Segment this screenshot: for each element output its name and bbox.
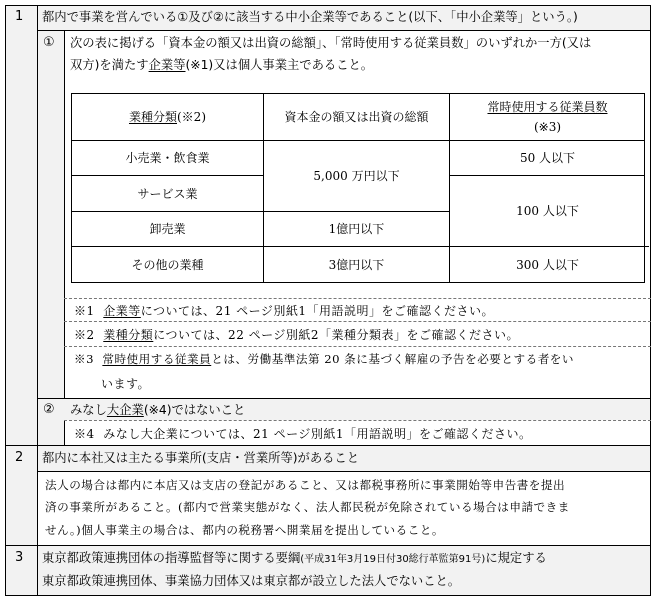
sub2-number: ② [43, 402, 55, 417]
row3-title [42, 550, 547, 568]
row3-line2: 東京都政策連携団体、事業協力団体又は東京都が設立した法人でないこと。 [42, 574, 461, 588]
sub1-number: ① [43, 35, 55, 50]
note-4-mark: ※4 [74, 427, 95, 441]
note-2-mark: ※2 [74, 328, 95, 342]
note-2-term: 業種分類 [103, 328, 154, 342]
header-employees-label: 常時使用する従業員数 [487, 100, 608, 114]
row3-title-post: に規定する [485, 551, 547, 565]
note-3 [74, 351, 574, 367]
row2-title: 都内に本社又は主たる事業所(支店・営業所等)があること [42, 451, 360, 465]
sub-number-divider-2 [64, 420, 65, 445]
sub1-line1: 次の表に掲げる「資本金の額又は出資の総額」、「常時使用する従業員数」のいずれか一方(又は [70, 36, 592, 50]
note-1-term: 企業等 [103, 304, 141, 318]
cell-employees-service-wholesale: 100 人以下 [516, 204, 579, 218]
cell-industry-service: サービス業 [137, 186, 198, 201]
sub2-post: (※4)ではないこと [143, 403, 246, 417]
header-industry-label: 業種分類 [128, 110, 177, 124]
row3-divider [5, 545, 651, 546]
header-industry [72, 94, 263, 140]
row2-line3: せん。)個人事業主の場合は、都内の税務署へ開業届を提出していること。 [45, 523, 445, 537]
note-3-term: 常時使用する従業員 [102, 352, 212, 366]
row2-divider [5, 445, 651, 446]
row1-title-divider [37, 30, 651, 31]
row2-line1: 法人の場合は都内に本店又は支店の登記があること、又は都税事務所に事業開始等申告書を提出 [45, 478, 566, 492]
row1-title: 都内で事業を営んでいる①及び②に該当する中小企業等であること(以下、「中小企業等」という。) [42, 10, 578, 24]
term-daikigyo: 大企業 [106, 403, 144, 417]
cell-industry-retail: 小売業・飲食業 [125, 151, 210, 165]
term-kigyoto: 企業等 [148, 58, 186, 72]
cell-industry-wholesale: 卸売業 [149, 222, 186, 236]
cell-industry-other: その他の業種 [131, 257, 204, 272]
row1-number: 1 [15, 9, 24, 24]
note-4-text: みなし大企業については、21 ページ別紙1「用語説明」をご確認ください。 [103, 427, 532, 441]
sub1-line2 [70, 57, 373, 73]
note-1 [74, 303, 494, 319]
header-industry-note: (※2) [177, 110, 206, 124]
row2-number: 2 [15, 450, 24, 465]
note-3-text: とは、労働基準法第 20 条に基づく解雇の予告を必要とする者をい [211, 352, 574, 366]
row3-number: 3 [15, 550, 24, 565]
note-2 [74, 327, 519, 343]
row3-title-pre: 東京都政策連携団体の指導監督等に関する要綱 [42, 551, 301, 565]
header-employees [450, 94, 645, 140]
sub1-line2-pre: 双方)を満たす [70, 58, 149, 72]
cell-employees-retail: 50 人以下 [519, 151, 576, 165]
note-divider-4 [64, 420, 651, 421]
note-1-mark: ※1 [74, 304, 95, 318]
row3-title-small: (平成31年3月19日付30総行革監第91号) [300, 554, 486, 565]
sub2-title [70, 402, 245, 418]
note-divider-1 [64, 298, 651, 299]
cell-employees-other: 300 人以下 [516, 257, 579, 272]
sub2-divider [37, 398, 651, 399]
cell-capital-wholesale: 1億円以下 [328, 222, 385, 236]
note-3-line2: います。 [101, 377, 151, 391]
sub1-line2-post: (※1)又は個人事業主であること。 [185, 58, 374, 72]
row2-line2: 済の事業所があること。(都内で営業実態がなく、法人都民税が免除されている場合は申請できま [45, 500, 570, 514]
note-3-mark: ※3 [74, 352, 94, 366]
cell-capital-retail-service: 5,000 万円以下 [313, 169, 400, 183]
note-1-text: については、21 ページ別紙1「用語説明」をご確認ください。 [140, 304, 495, 318]
note-divider-2 [64, 321, 651, 322]
note-2-text: については、22 ページ別紙2「業種分類表」をご確認ください。 [153, 328, 520, 342]
sub-number-divider-1 [64, 30, 65, 398]
number-column-divider [37, 5, 38, 596]
sub2-pre: みなし [70, 403, 107, 417]
header-employees-note: (※3) [533, 120, 562, 134]
note-divider-3 [64, 346, 651, 347]
note-4 [74, 426, 532, 442]
row2-title-divider [37, 471, 651, 472]
cell-capital-other: 3億円以下 [328, 257, 385, 272]
header-capital: 資本金の額又は出資の総額 [284, 110, 429, 124]
